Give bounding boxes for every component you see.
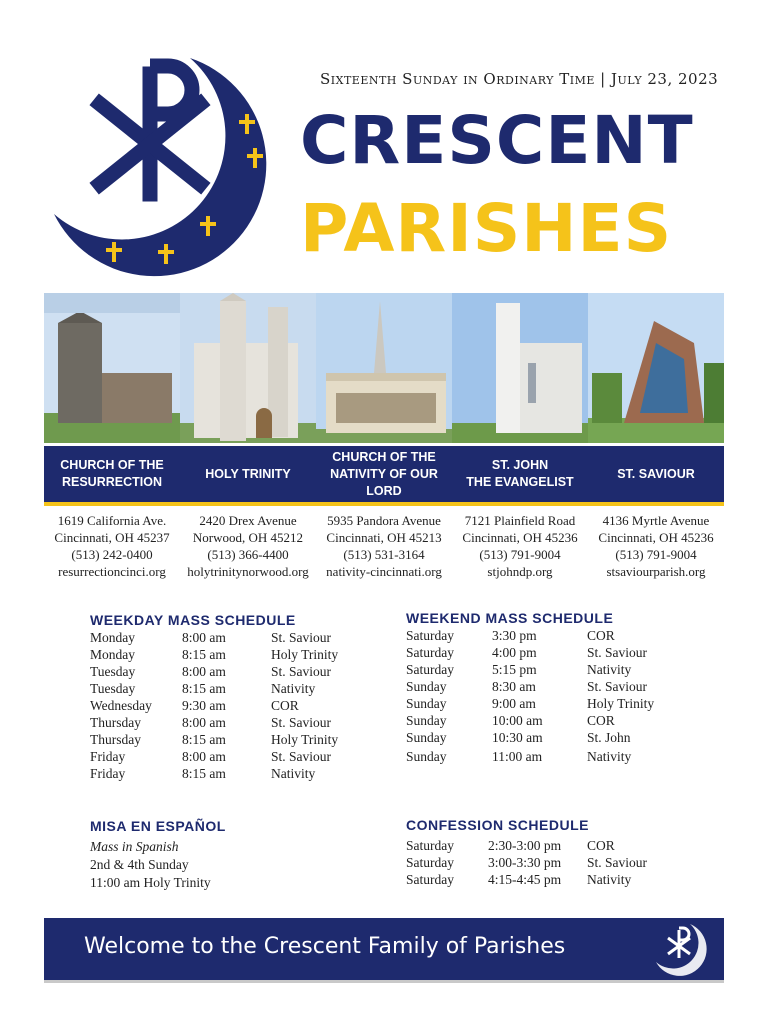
schedule-row: Friday 8:00 am St. Saviour (90, 749, 332, 764)
spanish-mass-heading: MISA EN ESPAÑOL (90, 818, 226, 834)
address-block-resurrection (44, 512, 180, 580)
street-address: 4136 Myrtle Avenue (602, 513, 710, 528)
street-address: 1619 California Ave. (57, 513, 167, 528)
title-parishes: PARISHES (300, 190, 673, 267)
church-addresses (44, 512, 724, 580)
schedule-row: Saturday 3:00-3:30 pm St. Saviour (406, 855, 648, 870)
address-block-nativity (316, 512, 452, 580)
street-address: 7121 Plainfield Road (464, 513, 576, 528)
church-name-resurrection: CHURCH OF THE RESURRECTION (60, 458, 164, 489)
phone-number: (513) 531-3164 (343, 547, 425, 562)
church-photo-st-saviour (588, 293, 724, 443)
address-block-holy-trinity (180, 512, 316, 580)
confession-schedule-table (406, 838, 706, 889)
schedule-row: Sunday 8:30 am St. Saviour (406, 679, 648, 694)
welcome-banner (44, 918, 724, 983)
spanish-mass-time: 11:00 am Holy Trinity (90, 875, 211, 890)
church-name-nativity: CHURCH OF THE NATIVITY OF OUR LORD (330, 449, 438, 498)
weekend-schedule-heading: WEEKEND MASS SCHEDULE (406, 610, 614, 626)
spanish-mass-info (90, 838, 211, 892)
schedule-row: Saturday 4:00 pm St. Saviour (406, 645, 648, 660)
website: resurrectioncinci.org (58, 564, 166, 579)
website: stsaviourparish.org (606, 564, 706, 579)
church-name-st-saviour: ST. SAVIOUR (617, 466, 695, 481)
city-state-zip: Norwood, OH 45212 (192, 530, 304, 545)
schedule-row: Wednesday 9:30 am COR (90, 698, 299, 713)
schedule-row: Sunday 10:30 am St. John (406, 730, 631, 745)
confession-schedule-heading: CONFESSION SCHEDULE (406, 817, 589, 833)
city-state-zip: Cincinnati, OH 45236 (598, 530, 714, 545)
church-names-bar (44, 446, 724, 506)
schedule-row: Sunday 11:00 am Nativity (406, 749, 632, 764)
weekday-schedule-heading: WEEKDAY MASS SCHEDULE (90, 612, 296, 628)
church-name-holy-trinity: HOLY TRINITY (205, 466, 291, 481)
schedule-row: Sunday 10:00 am COR (406, 713, 615, 728)
welcome-text: Welcome to the Crescent Family of Parishes (84, 934, 566, 959)
weekday-schedule-table (90, 630, 380, 783)
spanish-mass-subtitle: Mass in Spanish (90, 839, 179, 854)
church-photo-st-john (452, 293, 588, 443)
schedule-row: Sunday 9:00 am Holy Trinity (406, 696, 655, 711)
church-name-st-john: ST. JOHN THE EVANGELIST (466, 458, 574, 489)
city-state-zip: Cincinnati, OH 45236 (462, 530, 578, 545)
phone-number: (513) 242-0400 (71, 547, 153, 562)
church-photos-strip (44, 293, 724, 443)
phone-number: (513) 791-9004 (615, 547, 697, 562)
street-address: 2420 Drex Avenue (199, 513, 297, 528)
church-photo-holy-trinity (180, 293, 316, 443)
schedule-row: Saturday 3:30 pm COR (406, 628, 615, 643)
chi-rho-crescent-logo (40, 44, 280, 284)
schedule-row: Tuesday 8:15 am Nativity (90, 681, 316, 696)
schedule-row: Monday 8:15 am Holy Trinity (90, 647, 339, 662)
chi-rho-crescent-small-icon (652, 922, 712, 978)
website: holytrinitynorwood.org (187, 564, 309, 579)
schedule-row: Saturday 4:15-4:45 pm Nativity (406, 872, 632, 887)
phone-number: (513) 366-4400 (207, 547, 289, 562)
church-photo-resurrection (44, 293, 180, 443)
schedule-row: Tuesday 8:00 am St. Saviour (90, 664, 332, 679)
schedule-row: Thursday 8:00 am St. Saviour (90, 715, 332, 730)
schedule-row: Monday 8:00 am St. Saviour (90, 630, 332, 645)
church-photo-nativity (316, 293, 452, 443)
phone-number: (513) 791-9004 (479, 547, 561, 562)
schedule-row: Friday 8:15 am Nativity (90, 766, 316, 781)
schedule-row: Saturday 2:30-3:00 pm COR (406, 838, 615, 853)
website: nativity-cincinnati.org (326, 564, 442, 579)
spanish-mass-frequency: 2nd & 4th Sunday (90, 857, 189, 872)
schedule-row: Thursday 8:15 am Holy Trinity (90, 732, 339, 747)
street-address: 5935 Pandora Avenue (327, 513, 441, 528)
address-block-st-john (452, 512, 588, 580)
city-state-zip: Cincinnati, OH 45237 (54, 530, 170, 545)
city-state-zip: Cincinnati, OH 45213 (326, 530, 442, 545)
bulletin-date-subtitle: Sixteenth Sunday in Ordinary Time | July 23, 2023 (320, 70, 719, 88)
title-crescent: CRESCENT (300, 102, 694, 179)
website: stjohndp.org (487, 564, 553, 579)
weekend-schedule-table (406, 628, 706, 766)
schedule-row: Saturday 5:15 pm Nativity (406, 662, 632, 677)
address-block-st-saviour (588, 512, 724, 580)
